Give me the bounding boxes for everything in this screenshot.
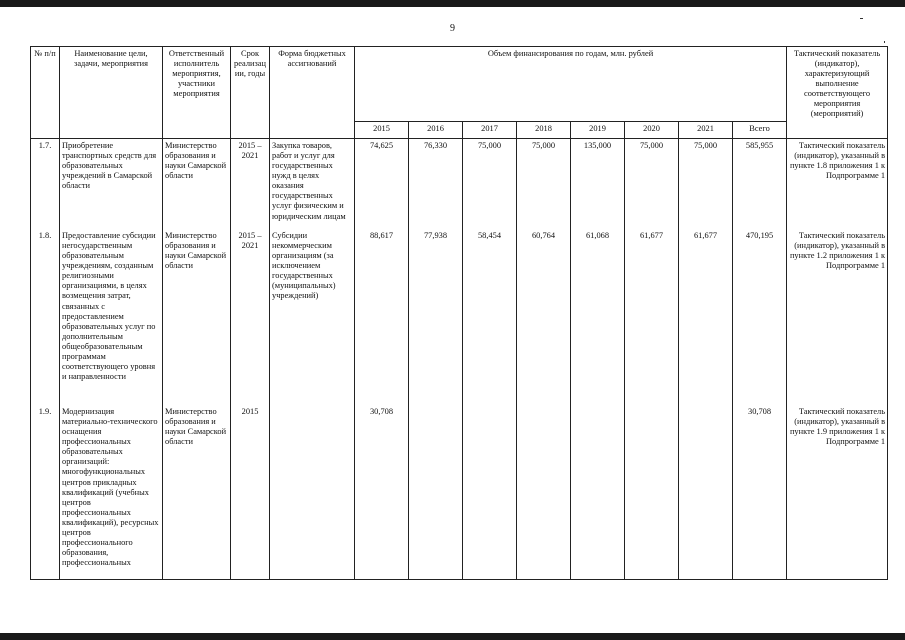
header-executor: Ответственный исполнитель мероприятия, участники мероприятия bbox=[163, 47, 231, 139]
row-value: 77,938 bbox=[409, 229, 463, 405]
row-term: 2015 bbox=[231, 405, 270, 580]
row-value bbox=[409, 405, 463, 580]
row-value bbox=[571, 405, 625, 580]
row-name: Приобретение транспортных средств для образовательных учреждений в Самарской области bbox=[60, 139, 163, 230]
row-executor: Министерство образования и науки Самарской области bbox=[163, 229, 231, 405]
row-value: 61,677 bbox=[625, 229, 679, 405]
row-value: 75,000 bbox=[679, 139, 733, 230]
row-executor: Министерство образования и науки Самарской области bbox=[163, 139, 231, 230]
row-value: 75,000 bbox=[517, 139, 571, 230]
row-total: 470,195 bbox=[733, 229, 787, 405]
scan-speck bbox=[884, 41, 885, 43]
row-value: 61,068 bbox=[571, 229, 625, 405]
row-value bbox=[679, 405, 733, 580]
header-indicator: Тактический показатель (индикатор), характеризующий выполнение соответствующего мероприятия (мероприятий) bbox=[787, 47, 888, 139]
row-value: 88,617 bbox=[355, 229, 409, 405]
row-value: 76,330 bbox=[409, 139, 463, 230]
row-name: Модернизация материально-технического оснащения профессиональных образовательных организаций: многофункциональных центров прикладных квалификаций (учебных центров профессиональных квалификаций), ресурсных центров профессионального образования, профессиональных bbox=[60, 405, 163, 580]
row-term: 2015 – 2021 bbox=[231, 139, 270, 230]
scan-speck bbox=[860, 18, 863, 19]
row-budget-form: Закупка товаров, работ и услуг для государственных нужд в целях оказания государственных услуг физическим и юридическим лицам bbox=[270, 139, 355, 230]
row-name: Предоставление субсидии негосударственным образовательным учреждениям, созданным религиозными организациями, в целях возмещения затрат, связанных с предоставлением образовательных услуг по дополнительным общеобразовательным программам соответствующего уровня и направленности bbox=[60, 229, 163, 405]
row-term: 2015 – 2021 bbox=[231, 229, 270, 405]
row-value: 74,625 bbox=[355, 139, 409, 230]
row-value: 75,000 bbox=[625, 139, 679, 230]
row-value: 61,677 bbox=[679, 229, 733, 405]
row-executor: Министерство образования и науки Самарской области bbox=[163, 405, 231, 580]
program-activities-table bbox=[30, 46, 888, 580]
page-number: 9 bbox=[450, 23, 455, 34]
row-total: 585,955 bbox=[733, 139, 787, 230]
header-name: Наименование цели, задачи, мероприятия bbox=[60, 47, 163, 139]
row-total: 30,708 bbox=[733, 405, 787, 580]
table-row bbox=[31, 139, 888, 230]
row-num: 1.8. bbox=[31, 229, 60, 405]
header-year: 2015 bbox=[355, 122, 409, 139]
header-term: Срок реализации, годы bbox=[231, 47, 270, 139]
header-year: 2021 bbox=[679, 122, 733, 139]
row-value bbox=[517, 405, 571, 580]
header-row bbox=[31, 47, 888, 122]
row-indicator: Тактический показатель (индикатор), указанный в пункте 1.2 приложения 1 к Подпрограмме 1 bbox=[787, 229, 888, 405]
bottom-scan-border bbox=[0, 633, 905, 640]
row-value bbox=[463, 405, 517, 580]
row-value: 30,708 bbox=[355, 405, 409, 580]
row-value: 75,000 bbox=[463, 139, 517, 230]
header-year: 2017 bbox=[463, 122, 517, 139]
row-indicator: Тактический показатель (индикатор), указанный в пункте 1.8 приложения 1 к Подпрограмме 1 bbox=[787, 139, 888, 230]
header-year: 2016 bbox=[409, 122, 463, 139]
header-num: № п/п bbox=[31, 47, 60, 139]
header-year: 2020 bbox=[625, 122, 679, 139]
row-value: 58,454 bbox=[463, 229, 517, 405]
header-budget-form: Форма бюджетных ассигнований bbox=[270, 47, 355, 139]
row-num: 1.7. bbox=[31, 139, 60, 230]
row-value: 135,000 bbox=[571, 139, 625, 230]
row-budget-form: Субсидии некоммерческим организациям (за исключением государственных (муниципальных) учреждений) bbox=[270, 229, 355, 405]
row-value bbox=[625, 405, 679, 580]
header-year: 2019 bbox=[571, 122, 625, 139]
row-num: 1.9. bbox=[31, 405, 60, 580]
row-indicator: Тактический показатель (индикатор), указанный в пункте 1.9 приложения 1 к Подпрограмме 1 bbox=[787, 405, 888, 580]
table-row bbox=[31, 405, 888, 580]
row-value: 60,764 bbox=[517, 229, 571, 405]
row-budget-form bbox=[270, 405, 355, 580]
top-scan-border bbox=[0, 0, 905, 7]
header-funding-volume: Объем финансирования по годам, млн. рублей bbox=[355, 47, 787, 122]
header-year: 2018 bbox=[517, 122, 571, 139]
table-row bbox=[31, 229, 888, 405]
header-year-total: Всего bbox=[733, 122, 787, 139]
